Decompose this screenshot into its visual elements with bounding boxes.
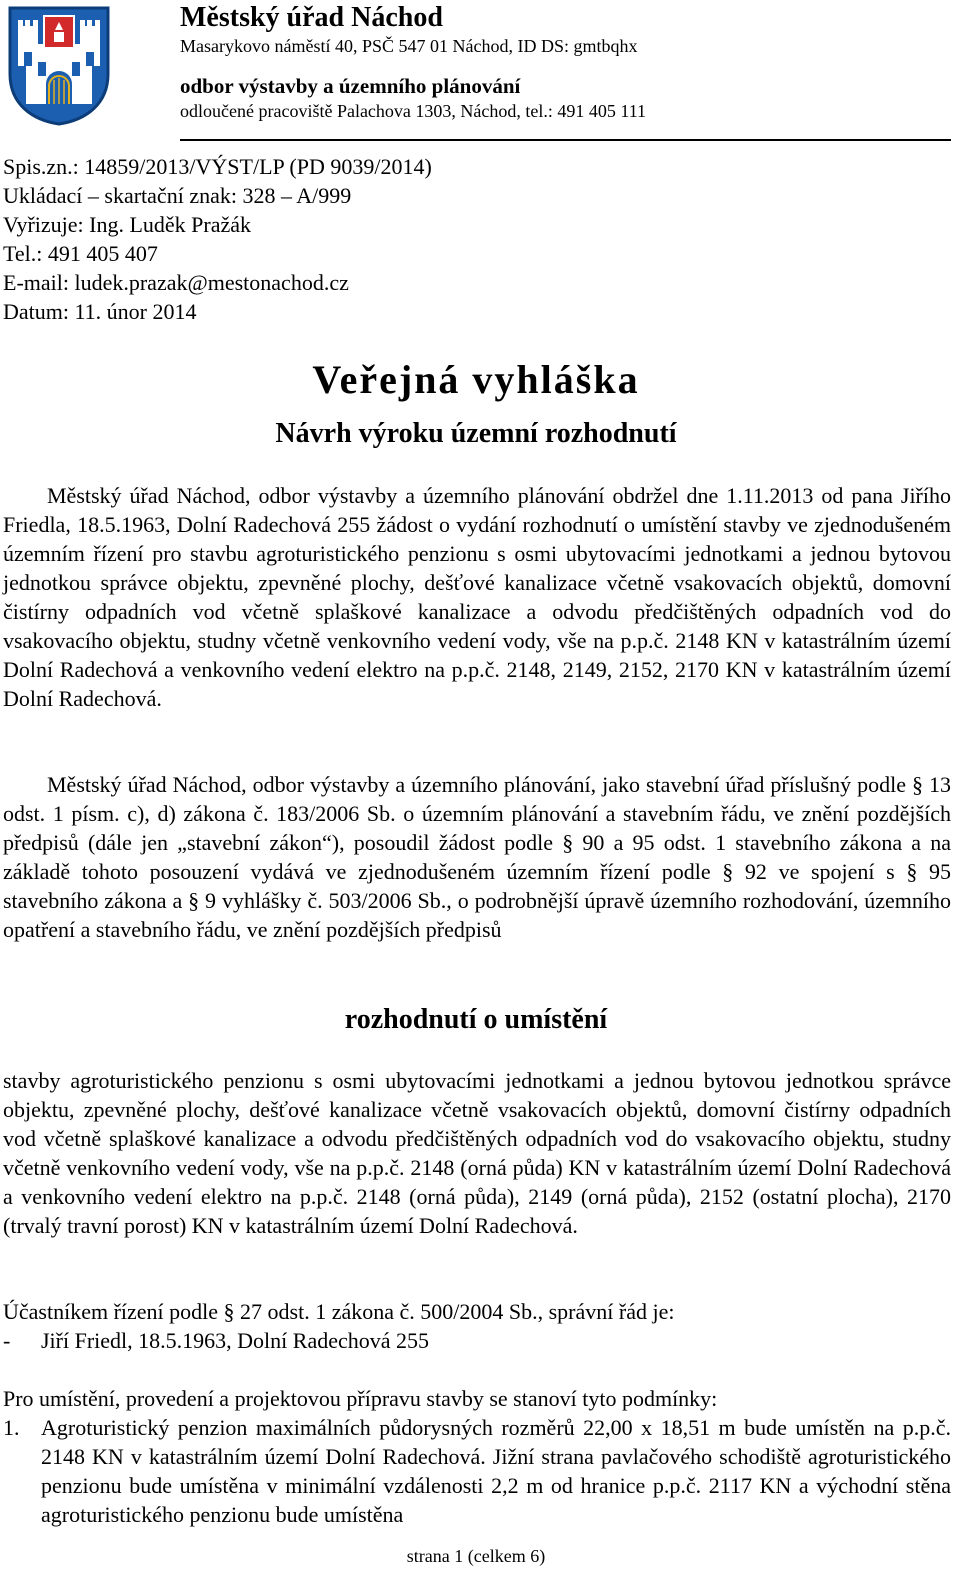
department-address: odloučené pracoviště Palachova 1303, Náchod, tel.: 491 405 111 xyxy=(180,101,647,121)
organization-block xyxy=(180,2,646,123)
paragraph-participants: Účastníkem řízení podle § 27 odst. 1 zákona č. 500/2004 Sb., správní řád je: xyxy=(3,1299,675,1324)
phone: Tel.: 491 405 407 xyxy=(3,241,158,266)
page-subtitle: Návrh výroku územní rozhodnutí xyxy=(275,418,677,449)
coat-of-arms-icon xyxy=(6,4,112,126)
participant-name: Jiří Friedl, 18.5.1963, Dolní Radechová 255 xyxy=(41,1328,430,1353)
file-number: Spis.zn.: 14859/2013/VÝST/LP (PD 9039/2014) xyxy=(3,154,432,179)
reference-block xyxy=(3,152,432,326)
participant-item xyxy=(3,1326,429,1355)
paragraph-authority: Městský úřad Náchod, odbor výstavby a územního plánování, jako stavební úřad příslušný podle § 13 odst. 1 písm. c), d) zákona č. 183/2006 Sb. o územním plánování a stavebním řádu, ve znění pozdějších předpisů (dále jen „stavební zákon“), posoudil žádost podle § 90 a 95 odst. 1 stavebního zákona a na základě tohoto posouzení vydává ve zjednodušeném územním řízení podle § 92 ve spojení s § 95 stavebního zákona a § 9 vyhlášky č. 503/2006 Sb., o podrobnější úpravě územního rozhodování, územního opatření a stavebního řádu, ve znění pozdějších předpisů xyxy=(3,772,951,942)
department-name: odbor výstavby a územního plánování xyxy=(180,74,521,98)
email: E-mail: ludek.prazak@mestonachod.cz xyxy=(3,270,349,295)
page-footer: strana 1 (celkem 6) xyxy=(406,1546,546,1566)
list-dash: - xyxy=(3,1328,11,1353)
paragraph-conditions-intro: Pro umístění, provedení a projektovou přípravu stavby se stanoví tyto podmínky: xyxy=(3,1386,718,1411)
decision-heading: rozhodnutí o umístění xyxy=(344,1004,608,1035)
storage-code: Ukládací – skartační znak: 328 – A/999 xyxy=(3,183,352,208)
header-divider xyxy=(180,139,951,141)
organization-name: Městský úřad Náchod xyxy=(180,2,443,33)
paragraph-request: Městský úřad Náchod, odbor výstavby a územního plánování obdržel dne 1.11.2013 od pana Jiřího Friedla, 18.5.1963, Dolní Radechová 255 žádost o vydání rozhodnutí o umístění stavby ve zjednodušeném územním řízení pro stavbu agroturistického penzionu s osmi ubytovacími jednotkami a jednou bytovou jednotkou správce objektu, zpevněné plochy, dešťové kanalizace včetně vsakovacích objektů, domovní čistírny odpadních vod včetně splaškové kanalizace a odvodu předčištěných odpadních vod do vsakovacího objektu, studny včetně venkovního vedení vody, vše na p.p.č. 2148 KN v katastrálním území Dolní Radechová a venkovního vedení elektro na p.p.č. 2148, 2149, 2152, 2170 KN v katastrálním území Dolní Radechová. xyxy=(3,483,951,711)
letterhead xyxy=(0,0,960,142)
condition-number: 1. xyxy=(3,1415,20,1440)
organization-address: Masarykovo náměstí 40, PSČ 547 01 Náchod, ID DS: gmtbqhx xyxy=(180,36,638,56)
condition-item xyxy=(3,1413,951,1529)
handled-by: Vyřizuje: Ing. Luděk Pražák xyxy=(3,212,252,237)
date: Datum: 11. únor 2014 xyxy=(3,299,197,324)
page-title: Veřejná vyhláška xyxy=(312,357,640,402)
paragraph-decision: stavby agroturistického penzionu s osmi ubytovacími jednotkami a jednou bytovou jednotkou správce objektu, zpevněné plochy, dešťové kanalizace včetně vsakovacích objektů, domovní čistírny odpadních vod včetně splaškové kanalizace a odvodu předčištěných odpadních vod do vsakovacího objektu, studny včetně venkovního vedení vody, vše na p.p.č. 2148 (orná půda) KN v katastrálním území Dolní Radechová a venkovního vedení elektro na p.p.č. 2148 (orná půda), 2149 (orná půda), 2152 (ostatní plocha), 2170 (trvalý travní porost) KN v katastrálním území Dolní Radechová. xyxy=(3,1068,951,1238)
condition-text: Agroturistický penzion maximálních půdorysných rozměrů 22,00 x 18,51 m bude umístěn na p.p.č. 2148 KN v katastrálním území Dolní Radechová. Jižní strana pavlačového schodiště agroturistického penzionu bude umístěna v minimální vzdálenosti 2,2 m od hranice p.p.č. 2117 KN a východní stěna agroturistického penzionu bude umístěna xyxy=(41,1415,951,1527)
